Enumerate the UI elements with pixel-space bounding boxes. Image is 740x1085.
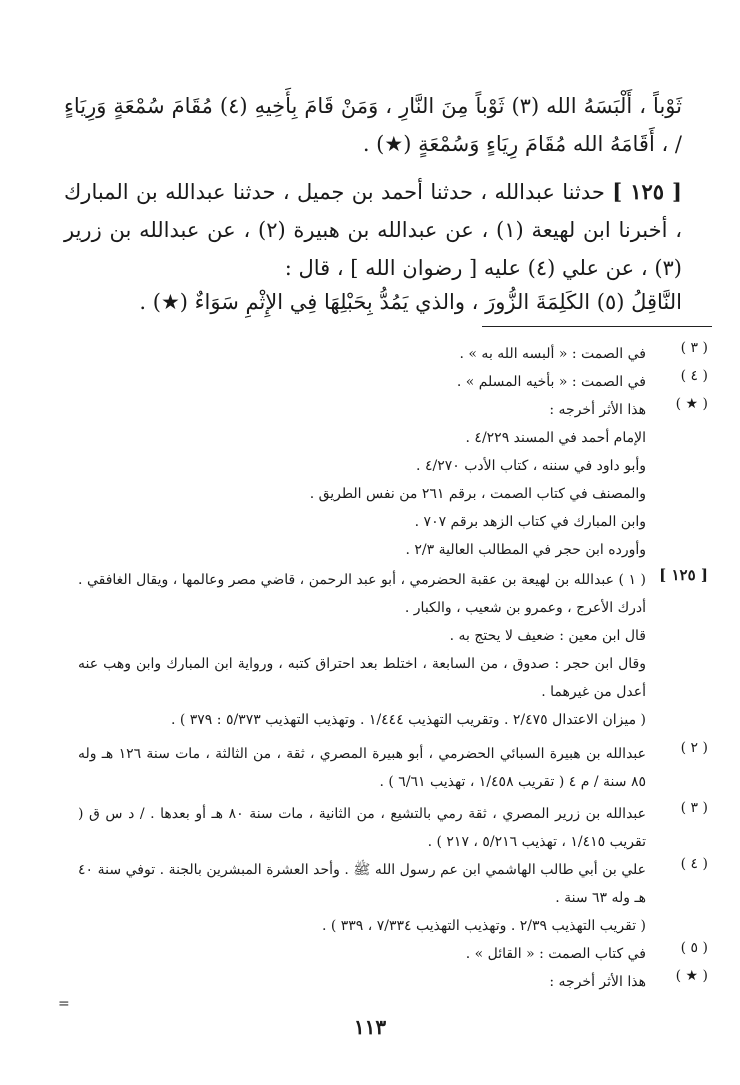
footnote-line: عبدالله بن هبيرة السبائي الحضرمي ، أبو هبيرة المصري ، ثقة ، من الثالثة ، مات سنة ١٢٦ هـ وله ٨٥ سنة / م ٤ ( تقريب ١/٤٥٨ ، تهذيب ٦/٦١ ) .	[78, 746, 646, 790]
hadith-number: [ ١٢٥ ]	[612, 179, 682, 204]
footnote-line: قال ابن معين : ضعيف لا يحتج به .	[449, 628, 646, 644]
footnote-body	[78, 800, 646, 856]
footnote-body	[78, 340, 646, 368]
hadith-125-paragraph	[64, 173, 682, 287]
footnote-body	[78, 368, 646, 396]
footnote-line: وأورده ابن حجر في المطالب العالية ٢/٣ .	[405, 542, 646, 558]
footnote-body	[78, 968, 646, 996]
footnote-body	[78, 566, 646, 734]
footnote-number: ( ٤ )	[680, 856, 708, 872]
footnote-2	[78, 740, 708, 796]
footnote-line: والمصنف في كتاب الصمت ، برقم ٢٦١ من نفس الطريق .	[309, 486, 646, 502]
footnote-line: وقال ابن حجر : صدوق ، من السابعة ، اختلط بعد احتراق كتبه ، ورواية ابن المبارك وابن وهب عنه أعدل من غيرهما .	[78, 656, 646, 700]
footnote-hadith-125	[78, 566, 708, 734]
footnote-line: الإمام أحمد في المسند ٤/٢٢٩ .	[465, 430, 646, 446]
footnote-3b	[78, 800, 708, 856]
footnote-line: في الصمت : « ألبسه الله به » .	[459, 346, 646, 362]
footnote-number: ( ٥ )	[680, 940, 708, 956]
continuation-mark: =	[58, 996, 70, 1012]
footnote-line: وابن المبارك في كتاب الزهد برقم ٧٠٧ .	[414, 514, 646, 530]
footnote-line: في الصمت : « بأخيه المسلم » .	[456, 374, 646, 390]
footnote-number: ( ٣ )	[680, 800, 708, 816]
footnote-line: وأبو داود في سننه ، كتاب الأدب ٤/٢٧٠ .	[416, 458, 646, 474]
footnotes	[78, 340, 708, 1000]
footnote-star-b	[78, 968, 708, 996]
main-text-line: ثَوْباً ، أَلْبَسَهُ الله (٣) ثَوْباً مِنَ النَّارِ ، وَمَنْ قَامَ بِأَخِيهِ (٤) مُقَامَ سُمْعَةٍ وَرِيَاءٍ / ، أَقَامَهُ الله مُقَامَ رِيَاءٍ وَسُمْعَةٍ (★) .	[64, 94, 682, 156]
footnote-3	[78, 340, 708, 368]
footnote-4	[78, 368, 708, 396]
footnote-body	[78, 940, 646, 968]
footnote-number: ( ٣ )	[680, 340, 708, 356]
hadith-text: النَّاقِلُ (٥) الكَلِمَةَ الزُّورَ ، والذي يَمُدُّ بِحَبْلِهَا فِي الإِثْمِ سَوَاءٌ (★) .	[139, 290, 682, 314]
footnote-body	[78, 396, 646, 564]
footnote-line: ( تقريب التهذيب ٢/٣٩ . وتهذيب التهذيب ٧/٣٣٤ ، ٣٣٩ ) .	[321, 918, 646, 934]
footnote-5	[78, 940, 708, 968]
footnote-number: ( ★ )	[675, 968, 708, 984]
footnote-line: هذا الأثر أخرجه :	[549, 402, 646, 418]
footnote-4b	[78, 856, 708, 940]
hadith-125-matn	[64, 283, 682, 321]
footnote-line: ( ١ ) عبدالله بن لهيعة بن عقبة الحضرمي ، أبو عبد الرحمن ، قاضي مصر وعالمها ، ويقال الغافقي . أدرك الأعرج ، وعمرو بن شعيب ، والكبار .	[78, 572, 646, 616]
footnote-star	[78, 396, 708, 564]
footnote-body	[78, 856, 646, 940]
footnote-body	[78, 740, 646, 796]
footnote-line: عبدالله بن زرير المصري ، ثقة رمي بالتشيع ، من الثانية ، مات سنة ٨٠ هـ أو بعدها . / د س ق ( تقريب ١/٤١٥ ، تهذيب ٥/٢١٦ ، ٢١٧ ) .	[78, 806, 647, 850]
footnote-number: ( ٤ )	[680, 368, 708, 384]
page-number: ١١٣	[353, 1015, 387, 1039]
footnote-line: في كتاب الصمت : « القائل » .	[465, 946, 646, 962]
footnote-line: هذا الأثر أخرجه :	[549, 974, 646, 990]
hadith-isnad: حدثنا عبدالله ، حدثنا أحمد بن جميل ، حدثنا عبدالله بن المبارك ، أخبرنا ابن لهيعة (١) ، عن عبدالله بن هبيرة (٢) ، عن عبدالله بن زرير (٣) ، عن علي (٤) عليه [ رضوان الله ] ، قال :	[64, 180, 682, 280]
footnote-number: ( ٢ )	[680, 740, 708, 756]
footnote-number: ( ★ )	[675, 396, 708, 412]
footnote-separator	[482, 326, 712, 327]
footnote-line: ( ميزان الاعتدال ٢/٤٧٥ . وتقريب التهذيب ١/٤٤٤ . وتهذيب التهذيب ٥/٣٧٣ : ٣٧٩ ) .	[170, 712, 646, 728]
main-paragraph-continuation	[64, 87, 682, 163]
footnote-number: [ ١٢٥ ]	[659, 566, 708, 584]
footnote-line: علي بن أبي طالب الهاشمي ابن عم رسول الله ﷺ . وأحد العشرة المبشرين بالجنة . توفي سنة ٤٠ هـ وله ٦٣ سنة .	[78, 862, 646, 906]
